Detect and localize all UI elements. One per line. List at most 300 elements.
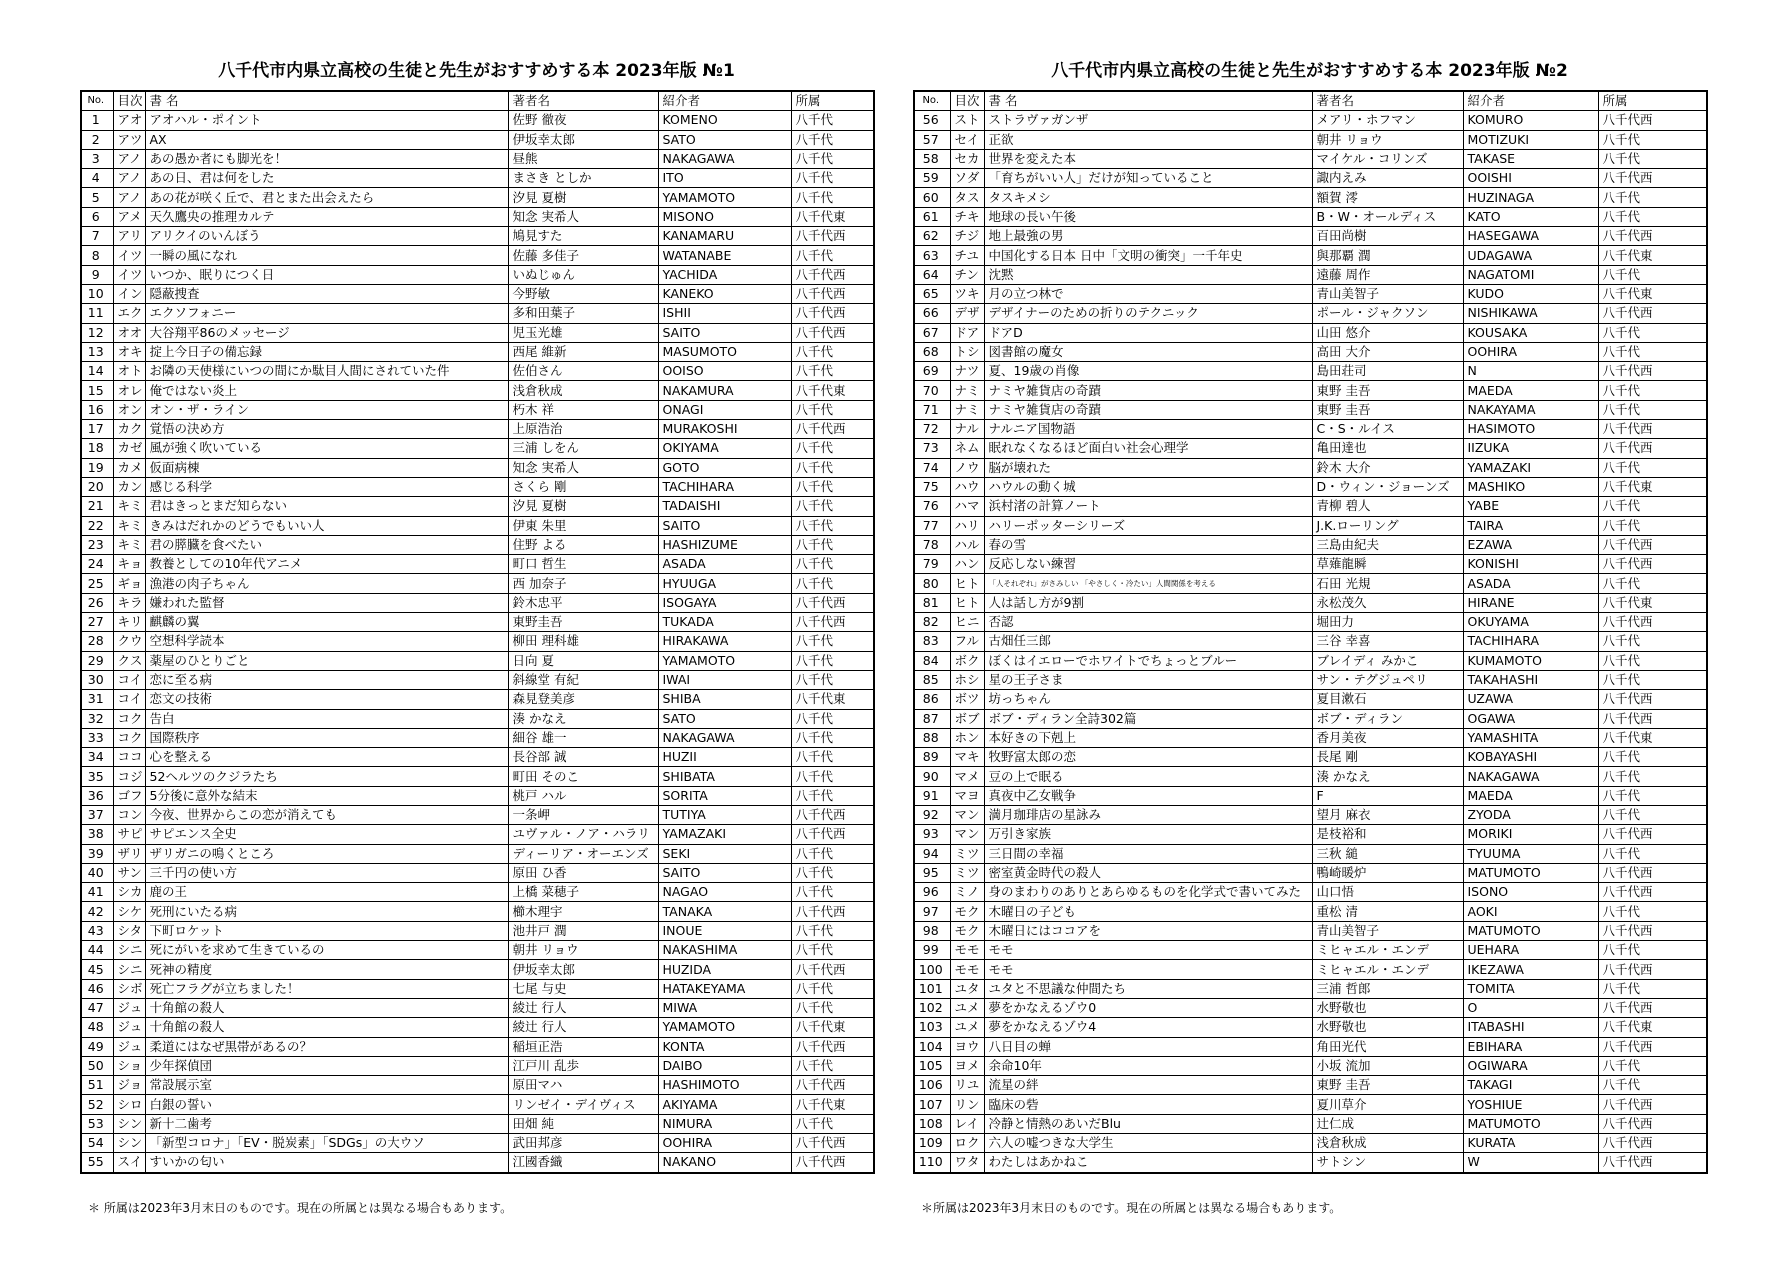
cell-affiliation: 八千代: [791, 188, 874, 207]
cell-no: 46: [81, 979, 113, 998]
cell-affiliation: 八千代: [791, 516, 874, 535]
cell-index: ヨウ: [950, 1037, 984, 1056]
cell-no: 1: [81, 111, 113, 130]
cell-author: 上原浩治: [508, 420, 658, 439]
table-row: [914, 1056, 1707, 1075]
cell-index: コク: [113, 709, 145, 728]
cell-introducer: KOUSAKA: [1463, 323, 1598, 342]
cell-affiliation: 八千代西: [1598, 998, 1707, 1017]
cell-introducer: KUMAMOTO: [1463, 651, 1598, 670]
table-row: [914, 477, 1707, 496]
cell-no: 57: [914, 130, 950, 149]
cell-title: 地球の長い午後: [984, 207, 1312, 226]
table-row: [81, 381, 874, 400]
cell-affiliation: 八千代: [791, 130, 874, 149]
cell-introducer: TAKAHASHI: [1463, 670, 1598, 689]
cell-no: 72: [914, 420, 950, 439]
table-row: [81, 477, 874, 496]
cell-title: 52ヘルツのクジラたち: [145, 767, 508, 786]
cell-affiliation: 八千代: [1598, 574, 1707, 593]
cell-affiliation: 八千代: [1598, 188, 1707, 207]
cell-author: 知念 実希人: [508, 207, 658, 226]
cell-title: サピエンス全史: [145, 825, 508, 844]
cell-affiliation: 八千代東: [1598, 477, 1707, 496]
table-row: [914, 1134, 1707, 1153]
cell-no: 18: [81, 439, 113, 458]
table-row: [914, 805, 1707, 824]
cell-index: シニ: [113, 941, 145, 960]
table-row: [81, 246, 874, 265]
cell-no: 78: [914, 535, 950, 554]
page-title: 八千代市内県立高校の生徒と先生がおすすめする本 2023年版 №1: [218, 61, 735, 81]
cell-affiliation: 八千代: [1598, 632, 1707, 651]
cell-title: 牧野富太郎の恋: [984, 748, 1312, 767]
cell-author: F: [1312, 786, 1463, 805]
table-row: [914, 420, 1707, 439]
cell-title: 覚悟の決め方: [145, 420, 508, 439]
cell-index: ドア: [950, 323, 984, 342]
cell-author: 鈴木忠平: [508, 593, 658, 612]
cell-index: チン: [950, 265, 984, 284]
cell-title: 万引き家族: [984, 825, 1312, 844]
cell-introducer: OKUYAMA: [1463, 613, 1598, 632]
cell-no: 4: [81, 169, 113, 188]
cell-affiliation: 八千代: [791, 555, 874, 574]
cell-index: ミツ: [950, 863, 984, 882]
cell-title: 死神の精度: [145, 960, 508, 979]
cell-introducer: YAMAMOTO: [658, 1018, 791, 1037]
cell-affiliation: 八千代東: [1598, 246, 1707, 265]
cell-title: 仮面病棟: [145, 458, 508, 477]
cell-introducer: SORITA: [658, 786, 791, 805]
header-row: [81, 91, 874, 111]
cell-introducer: MAEDA: [1463, 381, 1598, 400]
cell-affiliation: 八千代: [791, 651, 874, 670]
cell-affiliation: 八千代西: [791, 613, 874, 632]
cell-affiliation: 八千代: [791, 477, 874, 496]
cell-index: カメ: [113, 458, 145, 477]
cell-index: コク: [113, 728, 145, 747]
cell-no: 64: [914, 265, 950, 284]
table-row: [914, 169, 1707, 188]
cell-title: 夢をかなえるゾウ4: [984, 1018, 1312, 1037]
cell-no: 65: [914, 284, 950, 303]
cell-title: 冷静と情熱のあいだBlu: [984, 1114, 1312, 1133]
cell-no: 30: [81, 670, 113, 689]
cell-introducer: OGAWA: [1463, 709, 1598, 728]
cell-affiliation: 八千代: [791, 535, 874, 554]
cell-title: 死亡フラグが立ちました！: [145, 979, 508, 998]
cell-author: 伊坂幸太郎: [508, 960, 658, 979]
cell-introducer: KATO: [1463, 207, 1598, 226]
table-row: [914, 265, 1707, 284]
cell-affiliation: 八千代西: [1598, 1153, 1707, 1173]
cell-author: D・ウィン・ジョーンズ: [1312, 477, 1463, 496]
cell-title: 十角館の殺人: [145, 998, 508, 1017]
cell-introducer: ZYODA: [1463, 805, 1598, 824]
cell-index: ナツ: [950, 362, 984, 381]
cell-title: 夢をかなえるゾウ0: [984, 998, 1312, 1017]
table-row: [81, 690, 874, 709]
table-row: [914, 439, 1707, 458]
cell-author: 百田尚樹: [1312, 227, 1463, 246]
cell-introducer: HASEGAWA: [1463, 227, 1598, 246]
table-row: [81, 555, 874, 574]
cell-title: 脳が壊れた: [984, 458, 1312, 477]
cell-index: チユ: [950, 246, 984, 265]
table-row: [81, 535, 874, 554]
cell-affiliation: 八千代: [1598, 844, 1707, 863]
cell-author: 東野 圭吾: [1312, 1076, 1463, 1095]
cell-index: ユメ: [950, 998, 984, 1017]
cell-no: 95: [914, 863, 950, 882]
cell-title: いつか、眠りにつく日: [145, 265, 508, 284]
cell-introducer: MATUMOTO: [1463, 863, 1598, 882]
cell-no: 98: [914, 921, 950, 940]
table-row: [914, 883, 1707, 902]
footnote: ＊所属は2023年3月末日のものです。現在の所属とは異なる場合もあります。: [921, 1200, 1342, 1215]
cell-affiliation: 八千代: [791, 246, 874, 265]
cell-title: お隣の天使様にいつの間にか駄目人間にされていた件: [145, 362, 508, 381]
cell-title: モモ: [984, 941, 1312, 960]
table-row: [81, 1056, 874, 1075]
header-author: 著者名: [1312, 91, 1463, 111]
cell-introducer: HASHIMOTO: [658, 1076, 791, 1095]
cell-no: 60: [914, 188, 950, 207]
cell-introducer: O: [1463, 998, 1598, 1017]
cell-introducer: UZAWA: [1463, 690, 1598, 709]
cell-introducer: SAITO: [658, 323, 791, 342]
cell-author: 小坂 流加: [1312, 1056, 1463, 1075]
cell-index: チキ: [950, 207, 984, 226]
cell-no: 2: [81, 130, 113, 149]
cell-introducer: KOBAYASHI: [1463, 748, 1598, 767]
cell-index: オレ: [113, 381, 145, 400]
cell-title: 今夜、世界からこの恋が消えても: [145, 805, 508, 824]
cell-index: モモ: [950, 941, 984, 960]
cell-no: 89: [914, 748, 950, 767]
header-affiliation: 所属: [1598, 91, 1707, 111]
cell-author: 武田邦彦: [508, 1134, 658, 1153]
cell-index: イン: [113, 284, 145, 303]
cell-index: フル: [950, 632, 984, 651]
table-row: [81, 632, 874, 651]
cell-title: 図書館の魔女: [984, 342, 1312, 361]
table-row: [81, 844, 874, 863]
table-row: [81, 400, 874, 419]
table-row: [81, 883, 874, 902]
cell-author: 児玉光雄: [508, 323, 658, 342]
cell-author: 鳩見すた: [508, 227, 658, 246]
cell-introducer: SEKI: [658, 844, 791, 863]
table-row: [914, 825, 1707, 844]
cell-affiliation: 八千代西: [791, 1134, 874, 1153]
cell-author: 鈴木 大介: [1312, 458, 1463, 477]
table-row: [914, 728, 1707, 747]
cell-title: 木曜日にはココアを: [984, 921, 1312, 940]
cell-author: 山口悟: [1312, 883, 1463, 902]
cell-author: 高田 大介: [1312, 342, 1463, 361]
cell-title: 流星の絆: [984, 1076, 1312, 1095]
cell-no: 22: [81, 516, 113, 535]
cell-title: 浜村渚の計算ノート: [984, 497, 1312, 516]
cell-author: 綾辻 行人: [508, 1018, 658, 1037]
cell-introducer: DAIBO: [658, 1056, 791, 1075]
cell-affiliation: 八千代西: [1598, 227, 1707, 246]
cell-affiliation: 八千代西: [1598, 690, 1707, 709]
cell-author: 青柳 碧人: [1312, 497, 1463, 516]
table-row: [914, 690, 1707, 709]
cell-index: ホン: [950, 728, 984, 747]
cell-title: 三千円の使い方: [145, 863, 508, 882]
cell-index: チジ: [950, 227, 984, 246]
cell-index: ショ: [113, 1056, 145, 1075]
cell-title: 死にがいを求めて生きているの: [145, 941, 508, 960]
table-row: [914, 844, 1707, 863]
cell-author: 夏目漱石: [1312, 690, 1463, 709]
cell-author: リンゼイ・デイヴィス: [508, 1095, 658, 1114]
cell-title: エクソフォニー: [145, 304, 508, 323]
cell-affiliation: 八千代: [791, 767, 874, 786]
cell-index: ハウ: [950, 477, 984, 496]
table-row: [914, 1076, 1707, 1095]
cell-index: エク: [113, 304, 145, 323]
cell-title: 新十二歯考: [145, 1114, 508, 1133]
cell-no: 43: [81, 921, 113, 940]
cell-index: ミノ: [950, 883, 984, 902]
cell-no: 49: [81, 1037, 113, 1056]
cell-index: モク: [950, 921, 984, 940]
cell-affiliation: 八千代: [791, 342, 874, 361]
table-row: [914, 941, 1707, 960]
cell-no: 61: [914, 207, 950, 226]
table-row: [81, 593, 874, 612]
cell-affiliation: 八千代西: [1598, 1114, 1707, 1133]
cell-author: 亀田達也: [1312, 439, 1463, 458]
table-row: [914, 979, 1707, 998]
table-row: [914, 998, 1707, 1017]
cell-introducer: HUZINAGA: [1463, 188, 1598, 207]
cell-index: ジョ: [113, 1076, 145, 1095]
table-row: [81, 902, 874, 921]
cell-author: 上橋 菜穂子: [508, 883, 658, 902]
cell-title: 嫌われた監督: [145, 593, 508, 612]
cell-title: わたしはあかねこ: [984, 1153, 1312, 1173]
cell-title: 薬屋のひとりごと: [145, 651, 508, 670]
cell-no: 79: [914, 555, 950, 574]
cell-no: 90: [914, 767, 950, 786]
cell-index: カン: [113, 477, 145, 496]
cell-title: アリクイのいんぼう: [145, 227, 508, 246]
cell-title: ナルニア国物語: [984, 420, 1312, 439]
cell-introducer: OOHIRA: [1463, 342, 1598, 361]
cell-title: 「新型コロナ」「EV・脱炭素」「SDGs」の大ウソ: [145, 1134, 508, 1153]
cell-affiliation: 八千代: [1598, 941, 1707, 960]
cell-index: オン: [113, 400, 145, 419]
cell-affiliation: 八千代: [791, 362, 874, 381]
cell-title: 恋文の技術: [145, 690, 508, 709]
cell-title: 沈黙: [984, 265, 1312, 284]
cell-affiliation: 八千代: [1598, 805, 1707, 824]
cell-no: 33: [81, 728, 113, 747]
table-row: [81, 921, 874, 940]
table-row: [81, 497, 874, 516]
cell-no: 86: [914, 690, 950, 709]
cell-index: サン: [113, 863, 145, 882]
cell-no: 56: [914, 111, 950, 130]
cell-title: きみはだれかのどうでもいい人: [145, 516, 508, 535]
cell-no: 107: [914, 1095, 950, 1114]
cell-introducer: IKEZAWA: [1463, 960, 1598, 979]
cell-introducer: TOMITA: [1463, 979, 1598, 998]
table-row: [81, 863, 874, 882]
cell-affiliation: 八千代: [1598, 1056, 1707, 1075]
cell-index: アツ: [113, 130, 145, 149]
cell-no: 91: [914, 786, 950, 805]
cell-author: 原田マハ: [508, 1076, 658, 1095]
table-row: [914, 497, 1707, 516]
cell-author: 東野 圭吾: [1312, 381, 1463, 400]
cell-affiliation: 八千代西: [1598, 555, 1707, 574]
cell-no: 92: [914, 805, 950, 824]
cell-no: 66: [914, 304, 950, 323]
cell-no: 81: [914, 593, 950, 612]
cell-introducer: EBIHARA: [1463, 1037, 1598, 1056]
table-row: [81, 284, 874, 303]
cell-index: ロク: [950, 1134, 984, 1153]
book-table: [913, 90, 1708, 1174]
cell-introducer: MIWA: [658, 998, 791, 1017]
cell-affiliation: 八千代西: [1598, 863, 1707, 882]
cell-index: シタ: [113, 921, 145, 940]
cell-author: 朝井 リョウ: [508, 941, 658, 960]
cell-index: ボク: [950, 651, 984, 670]
cell-no: 88: [914, 728, 950, 747]
cell-title: 身のまわりのありとあらゆるものを化学式で書いてみた: [984, 883, 1312, 902]
cell-author: 佐藤 多佳子: [508, 246, 658, 265]
table-row: [81, 111, 874, 130]
cell-index: クス: [113, 651, 145, 670]
table-row: [81, 188, 874, 207]
cell-affiliation: 八千代: [1598, 670, 1707, 689]
cell-index: ゴフ: [113, 786, 145, 805]
cell-no: 99: [914, 941, 950, 960]
cell-introducer: SHIBA: [658, 690, 791, 709]
table-row: [914, 1153, 1707, 1173]
cell-index: ワタ: [950, 1153, 984, 1173]
cell-author: 今野敏: [508, 284, 658, 303]
table-row: [914, 207, 1707, 226]
cell-introducer: SATO: [658, 130, 791, 149]
cell-index: ハリ: [950, 516, 984, 535]
table-row: [81, 169, 874, 188]
cell-introducer: OOISO: [658, 362, 791, 381]
cell-author: 水野敬也: [1312, 998, 1463, 1017]
cell-author: 西尾 維新: [508, 342, 658, 361]
cell-title: 心を整える: [145, 748, 508, 767]
cell-no: 35: [81, 767, 113, 786]
cell-affiliation: 八千代: [791, 998, 874, 1017]
header-affiliation: 所属: [791, 91, 874, 111]
cell-author: 佐野 徹夜: [508, 111, 658, 130]
cell-index: キョ: [113, 555, 145, 574]
cell-title: ナミヤ雑貨店の奇蹟: [984, 381, 1312, 400]
cell-no: 31: [81, 690, 113, 709]
cell-introducer: ISHII: [658, 304, 791, 323]
cell-title: ユタと不思議な仲間たち: [984, 979, 1312, 998]
cell-index: マヨ: [950, 786, 984, 805]
cell-author: 與那覇 潤: [1312, 246, 1463, 265]
cell-index: モク: [950, 902, 984, 921]
cell-no: 110: [914, 1153, 950, 1173]
cell-author: 西 加奈子: [508, 574, 658, 593]
cell-no: 15: [81, 381, 113, 400]
cell-introducer: HASHIZUME: [658, 535, 791, 554]
cell-affiliation: 八千代: [1598, 979, 1707, 998]
table-row: [81, 1134, 874, 1153]
cell-author: 知念 実希人: [508, 458, 658, 477]
cell-introducer: TYUUMA: [1463, 844, 1598, 863]
cell-title: ナミヤ雑貨店の奇蹟: [984, 400, 1312, 419]
cell-author: 浅倉秋成: [508, 381, 658, 400]
cell-index: トシ: [950, 342, 984, 361]
cell-no: 80: [914, 574, 950, 593]
cell-no: 21: [81, 497, 113, 516]
cell-no: 16: [81, 400, 113, 419]
cell-introducer: HIRANE: [1463, 593, 1598, 612]
cell-index: シン: [113, 1114, 145, 1133]
cell-author: サン・テグジュペリ: [1312, 670, 1463, 689]
cell-index: ヒト: [950, 574, 984, 593]
cell-introducer: MISONO: [658, 207, 791, 226]
cell-title: 人は話し方が9割: [984, 593, 1312, 612]
cell-author: 辻仁成: [1312, 1114, 1463, 1133]
cell-title: 君の膵臓を食べたい: [145, 535, 508, 554]
cell-no: 109: [914, 1134, 950, 1153]
cell-affiliation: 八千代西: [1598, 439, 1707, 458]
cell-author: いぬじゅん: [508, 265, 658, 284]
cell-index: ノウ: [950, 458, 984, 477]
cell-author: 町口 哲生: [508, 555, 658, 574]
cell-no: 14: [81, 362, 113, 381]
cell-affiliation: 八千代: [791, 497, 874, 516]
cell-index: アノ: [113, 149, 145, 168]
cell-title: 「人それぞれ」がさみしい 「やさしく・冷たい」人間関係を考える: [984, 574, 1312, 593]
cell-introducer: AKIYAMA: [658, 1095, 791, 1114]
cell-no: 69: [914, 362, 950, 381]
cell-author: メアリ・ホフマン: [1312, 111, 1463, 130]
cell-title: モモ: [984, 960, 1312, 979]
cell-introducer: WATANABE: [658, 246, 791, 265]
cell-index: オオ: [113, 323, 145, 342]
cell-title: 本好きの下剋上: [984, 728, 1312, 747]
cell-no: 6: [81, 207, 113, 226]
cell-author: ユヴァル・ノア・ハラリ: [508, 825, 658, 844]
cell-title: あの愚か者にも脚光を！: [145, 149, 508, 168]
cell-author: さくら 剛: [508, 477, 658, 496]
cell-title: 大谷翔平86のメッセージ: [145, 323, 508, 342]
table-row: [914, 748, 1707, 767]
cell-no: 94: [914, 844, 950, 863]
header-introducer: 紹介者: [658, 91, 791, 111]
cell-index: ザリ: [113, 844, 145, 863]
table-row: [81, 979, 874, 998]
cell-affiliation: 八千代西: [1598, 304, 1707, 323]
cell-introducer: INOUE: [658, 921, 791, 940]
cell-index: マン: [950, 805, 984, 824]
cell-title: 反応しない練習: [984, 555, 1312, 574]
cell-title: 少年探偵団: [145, 1056, 508, 1075]
